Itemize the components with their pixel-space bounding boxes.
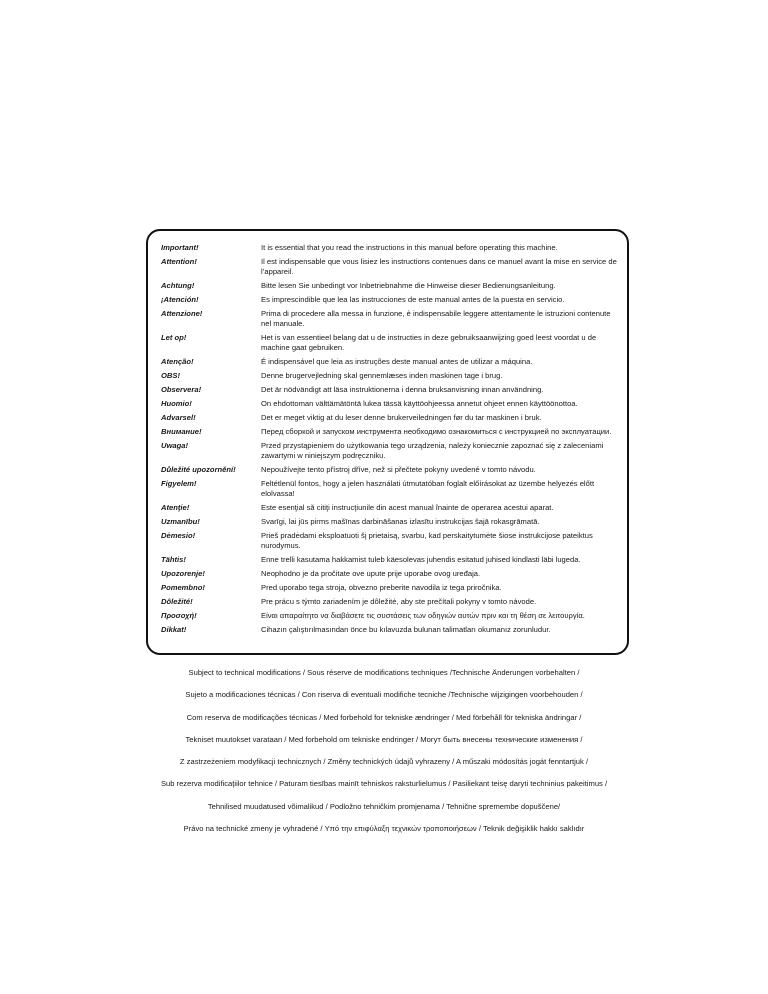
warning-label: Achtung! bbox=[161, 281, 195, 290]
warning-text: Pre prácu s týmto zariadením je dôležité, aby ste prečítali pokyny v tomto návode. bbox=[261, 597, 537, 606]
warning-text: Es imprescindible que lea las instrucciones de este manual antes de la puesta en servicio. bbox=[261, 295, 565, 304]
warning-row bbox=[161, 625, 617, 635]
warning-text: Enne trelli kasutama hakkamist tuleb käesolevas juhendis esitatud juhised kindlasti läbi lugeda. bbox=[261, 555, 581, 564]
warning-text: Het is van essentieel belang dat u de instructies in deze gebruiksaanwijzing goed leest voordat u de machine gaat gebruiken. bbox=[261, 333, 597, 352]
warning-row bbox=[161, 503, 617, 513]
warning-row bbox=[161, 385, 617, 395]
warning-text: Перед сборкой и запуском инструмента необходимо ознакомиться с инструкцией по эксплуатации. bbox=[261, 427, 612, 436]
warning-label: Uwaga! bbox=[161, 441, 189, 450]
warning-text: Det är nödvändigt att läsa instruktionerna i denna bruksanvisning innan användning. bbox=[261, 385, 544, 394]
warning-text: Nepoužívejte tento přístroj dříve, než si přečtete pokyny uvedené v tomto návodu. bbox=[261, 465, 536, 474]
warning-label: ¡Atención! bbox=[161, 295, 199, 304]
warning-label: Advarsel! bbox=[161, 413, 196, 422]
warning-row bbox=[161, 413, 617, 423]
warning-row bbox=[161, 583, 617, 593]
warning-label: Dikkat! bbox=[161, 625, 187, 634]
warning-row bbox=[161, 257, 617, 277]
warning-row bbox=[161, 611, 617, 621]
warning-label: Let op! bbox=[161, 333, 187, 342]
warning-row bbox=[161, 295, 617, 305]
warning-label: Pomembno! bbox=[161, 583, 205, 592]
warning-text: É indispensável que leia as instruções deste manual antes de utilizar a máquina. bbox=[261, 357, 533, 366]
warning-label: Upozorenje! bbox=[161, 569, 205, 578]
footer-line: Tekniset muutokset varataan / Med forbehold om tekniske endringer / Могут быть внесены технические изменения / bbox=[185, 734, 583, 744]
warning-box bbox=[146, 229, 629, 655]
warning-label: Důležité upozornění! bbox=[161, 465, 236, 474]
warning-row bbox=[161, 333, 617, 353]
warning-row bbox=[161, 597, 617, 607]
warning-row bbox=[161, 427, 617, 437]
warning-row bbox=[161, 465, 617, 475]
warning-text: Il est indispensable que vous lisiez les instructions contenues dans ce manuel avant la mise en service de l’appareil. bbox=[261, 257, 617, 276]
warning-text: Bitte lesen Sie unbedingt vor Inbetriebnahme die Hinweise dieser Bedienungsanleitung. bbox=[261, 281, 556, 290]
warning-list bbox=[161, 243, 617, 639]
warning-text: Neophodno je da pročitate ove upute prije uporabe ovog uređaja. bbox=[261, 569, 481, 578]
warning-label: Uzmanību! bbox=[161, 517, 200, 526]
warning-row bbox=[161, 517, 617, 527]
footer-line: Tehnilised muudatused võimalikud / Podložno tehničkim promjenama / Tehnične spremembe dopuščene/ bbox=[207, 801, 561, 811]
warning-label: Внимание! bbox=[161, 427, 202, 436]
warning-label: Important! bbox=[161, 243, 199, 252]
warning-label: Observera! bbox=[161, 385, 202, 394]
footer-line: Subject to technical modifications / Sous réserve de modifications techniques /Technische Änderungen vorbehalten / bbox=[188, 668, 580, 677]
warning-label: Tähtis! bbox=[161, 555, 186, 564]
warning-label: Figyelem! bbox=[161, 479, 197, 488]
footer-line: Z zastrzeżeniem modyfikacji technicznych / Změny technických údajů vyhrazeny / A műszaki módosítás jogát fenntartjuk / bbox=[179, 757, 589, 767]
warning-text: Feltétlenül fontos, hogy a jelen használati útmutatóban foglalt előírásokat az üzembe helyezés előtt elolvassa! bbox=[261, 479, 595, 498]
warning-label: Attenzione! bbox=[161, 309, 203, 318]
warning-label: Huomio! bbox=[161, 399, 192, 408]
footer-line: Sujeto a modificaciones técnicas / Con riserva di eventuali modifiche tecniche /Technische wijzigingen voorbehouden / bbox=[185, 690, 583, 700]
warning-text: Είναι απαραίτητο να διαβάσετε τις συστάσεις των οδηγιών αυτών πριν και τη θέση σε λειτουργία. bbox=[261, 611, 585, 620]
warning-text: Prieš pradėdami eksploatuoti šį prietaisą, svarbu, kad perskaitytumėte šiose instrukcijose pateiktus nurodymus. bbox=[261, 531, 593, 550]
warning-row bbox=[161, 243, 617, 253]
warning-text: Przed przystąpieniem do użytkowania tego urządzenia, należy koniecznie zapoznać się z zaleceniami zawartymi w niniejszym podręczniku. bbox=[261, 441, 604, 460]
warning-label: Dėmesio! bbox=[161, 531, 196, 540]
warning-row bbox=[161, 441, 617, 461]
warning-row bbox=[161, 281, 617, 291]
footer-line: Com reserva de modificações técnicas / Med forbehold for tekniske ændringer / Med förbehåll för tekniska ändringar / bbox=[186, 712, 582, 722]
footer-line: Právo na technické zmeny je vyhradené / Υπό την επιφύλαξη τεχνικών τροποποιήσεων / Teknik değişiklik hakkı saklıdır bbox=[183, 824, 585, 834]
footer-line: Sub rezerva modificaţiilor tehnice / Paturam tiesības mainīt tehniskos raksturlielumus / Pasiliekant teisę daryti techninius pakeitimus / bbox=[160, 779, 608, 789]
warning-label: Atenção! bbox=[161, 357, 194, 366]
warning-row bbox=[161, 309, 617, 329]
warning-row bbox=[161, 555, 617, 565]
warning-label: Atenţie! bbox=[161, 503, 190, 512]
warning-text: Pred uporabo tega stroja, obvezno preberite navodila iz tega priročnika. bbox=[261, 583, 502, 592]
warning-text: Cihazın çalıştırılmasından önce bu kılavuzda bulunan talimatları okumanız zorunludur. bbox=[261, 625, 551, 634]
warning-text: Svarīgi, lai jūs pirms mašīnas darbināšanas izlasītu instrukcijas šajā rokasgrāmatā. bbox=[261, 517, 540, 526]
warning-row bbox=[161, 357, 617, 367]
warning-text: It is essential that you read the instructions in this manual before operating this machine. bbox=[261, 243, 558, 252]
warning-label: OBS! bbox=[161, 371, 180, 380]
warning-text: On ehdottoman välttämätöntä lukea tässä käyttöohjeessa annetut ohjeet ennen käyttöönottoa. bbox=[261, 399, 578, 408]
warning-row bbox=[161, 399, 617, 409]
warning-label: Προσοχή! bbox=[161, 611, 197, 620]
footer-notice bbox=[0, 668, 768, 846]
warning-text: Denne brugervejledning skal gennemlæses inden maskinen tage i brug. bbox=[261, 371, 503, 380]
warning-text: Prima di procedere alla messa in funzione, è indispensabile leggere attentamente le istruzioni contenute nel manuale. bbox=[261, 309, 611, 328]
warning-row bbox=[161, 569, 617, 579]
warning-label: Attention! bbox=[161, 257, 197, 266]
warning-label: Dôležité! bbox=[161, 597, 193, 606]
warning-text: Det er meget viktig at du leser denne brukerveiledningen før du tar maskinen i bruk. bbox=[261, 413, 542, 422]
warning-row bbox=[161, 479, 617, 499]
warning-text: Este esenţial să citiţi instrucţiunile din acest manual înainte de operarea acestui aparat. bbox=[261, 503, 554, 512]
warning-row bbox=[161, 371, 617, 381]
warning-row bbox=[161, 531, 617, 551]
